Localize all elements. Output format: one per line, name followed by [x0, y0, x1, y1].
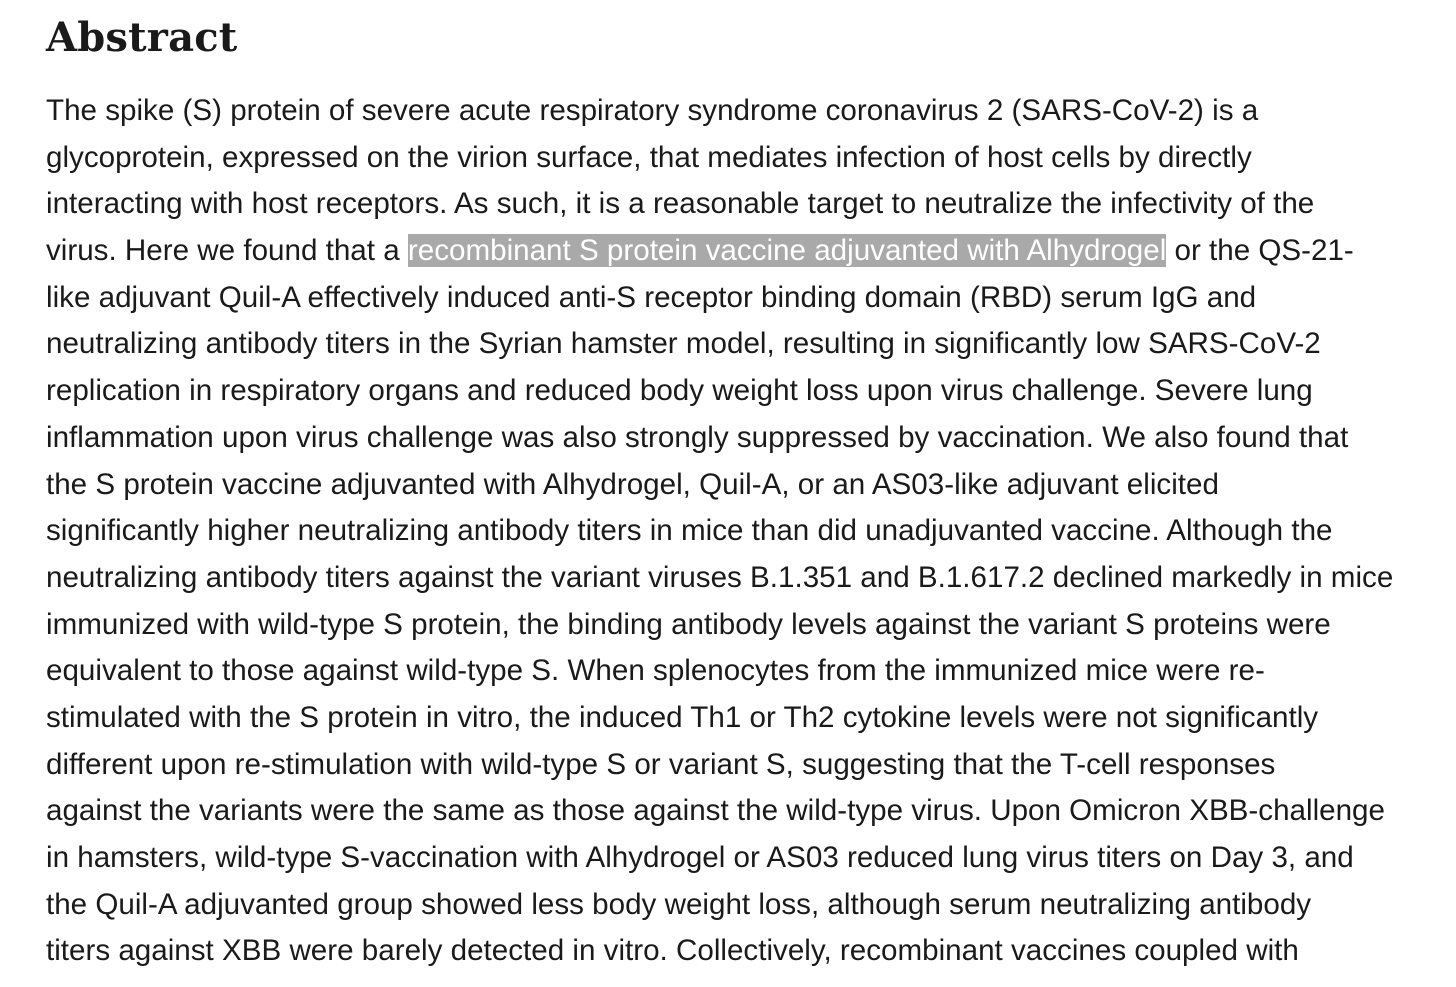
abstract-line-4-before: virus. Here we found that a: [46, 234, 408, 268]
abstract-line-4: [46, 228, 1446, 275]
abstract-line-15: different upon re-stimulation with wild-type S or variant S, suggesting that the T-cell responses: [46, 747, 1276, 781]
abstract-line-6: neutralizing antibody titers in the Syrian hamster model, resulting in significantly low SARS-CoV-2: [46, 327, 1321, 361]
abstract-line-18: the Quil-A adjuvanted group showed less body weight loss, although serum neutralizing antibody: [46, 887, 1312, 921]
abstract-line-11: neutralizing antibody titers against the variant viruses B.1.351 and B.1.617.2 declined markedly in mice: [46, 560, 1394, 594]
abstract-line-4-after: or the QS-21-: [1166, 234, 1354, 268]
abstract-body: [46, 88, 1446, 975]
abstract-line-19: titers against XBB were barely detected in vitro. Collectively, recombinant vaccines coupled with: [46, 934, 1299, 968]
abstract-line-10: significantly higher neutralizing antibody titers in mice than did unadjuvanted vaccine. Although the: [46, 514, 1333, 548]
abstract-line-14: stimulated with the S protein in vitro, the induced Th1 or Th2 cytokine levels were not significantly: [46, 700, 1319, 734]
abstract-heading: Abstract: [46, 14, 238, 61]
abstract-line-2: glycoprotein, expressed on the virion surface, that mediates infection of host cells by directly: [46, 140, 1252, 174]
text-selection-highlight[interactable]: recombinant S protein vaccine adjuvanted with Alhydrogel: [407, 234, 1167, 268]
abstract-line-12: immunized with wild-type S protein, the binding antibody levels against the variant S proteins were: [46, 607, 1331, 641]
abstract-line-5: like adjuvant Quil-A effectively induced anti-S receptor binding domain (RBD) serum IgG and: [46, 280, 1257, 314]
abstract-line-1: The spike (S) protein of severe acute respiratory syndrome coronavirus 2 (SARS-CoV-2) is a: [46, 94, 1259, 127]
abstract-line-17: in hamsters, wild-type S-vaccination with Alhydrogel or AS03 reduced lung virus titers on Day 3, and: [46, 841, 1354, 874]
abstract-line-16: against the variants were the same as those against the wild-type virus. Upon Omicron XBB-challenge: [46, 794, 1385, 828]
abstract-line-7: replication in respiratory organs and reduced body weight loss upon virus challenge. Severe lung: [46, 374, 1313, 408]
abstract-line-8: inflammation upon virus challenge was also strongly suppressed by vaccination. We also found that: [46, 420, 1349, 454]
abstract-line-3: interacting with host receptors. As such, it is a reasonable target to neutralize the infectivity of the: [46, 187, 1315, 221]
abstract-line-9: the S protein vaccine adjuvanted with Alhydrogel, Quil-A, or an AS03-like adjuvant elicited: [46, 467, 1219, 501]
abstract-line-13: equivalent to those against wild-type S. When splenocytes from the immunized mice were re-: [46, 654, 1265, 688]
